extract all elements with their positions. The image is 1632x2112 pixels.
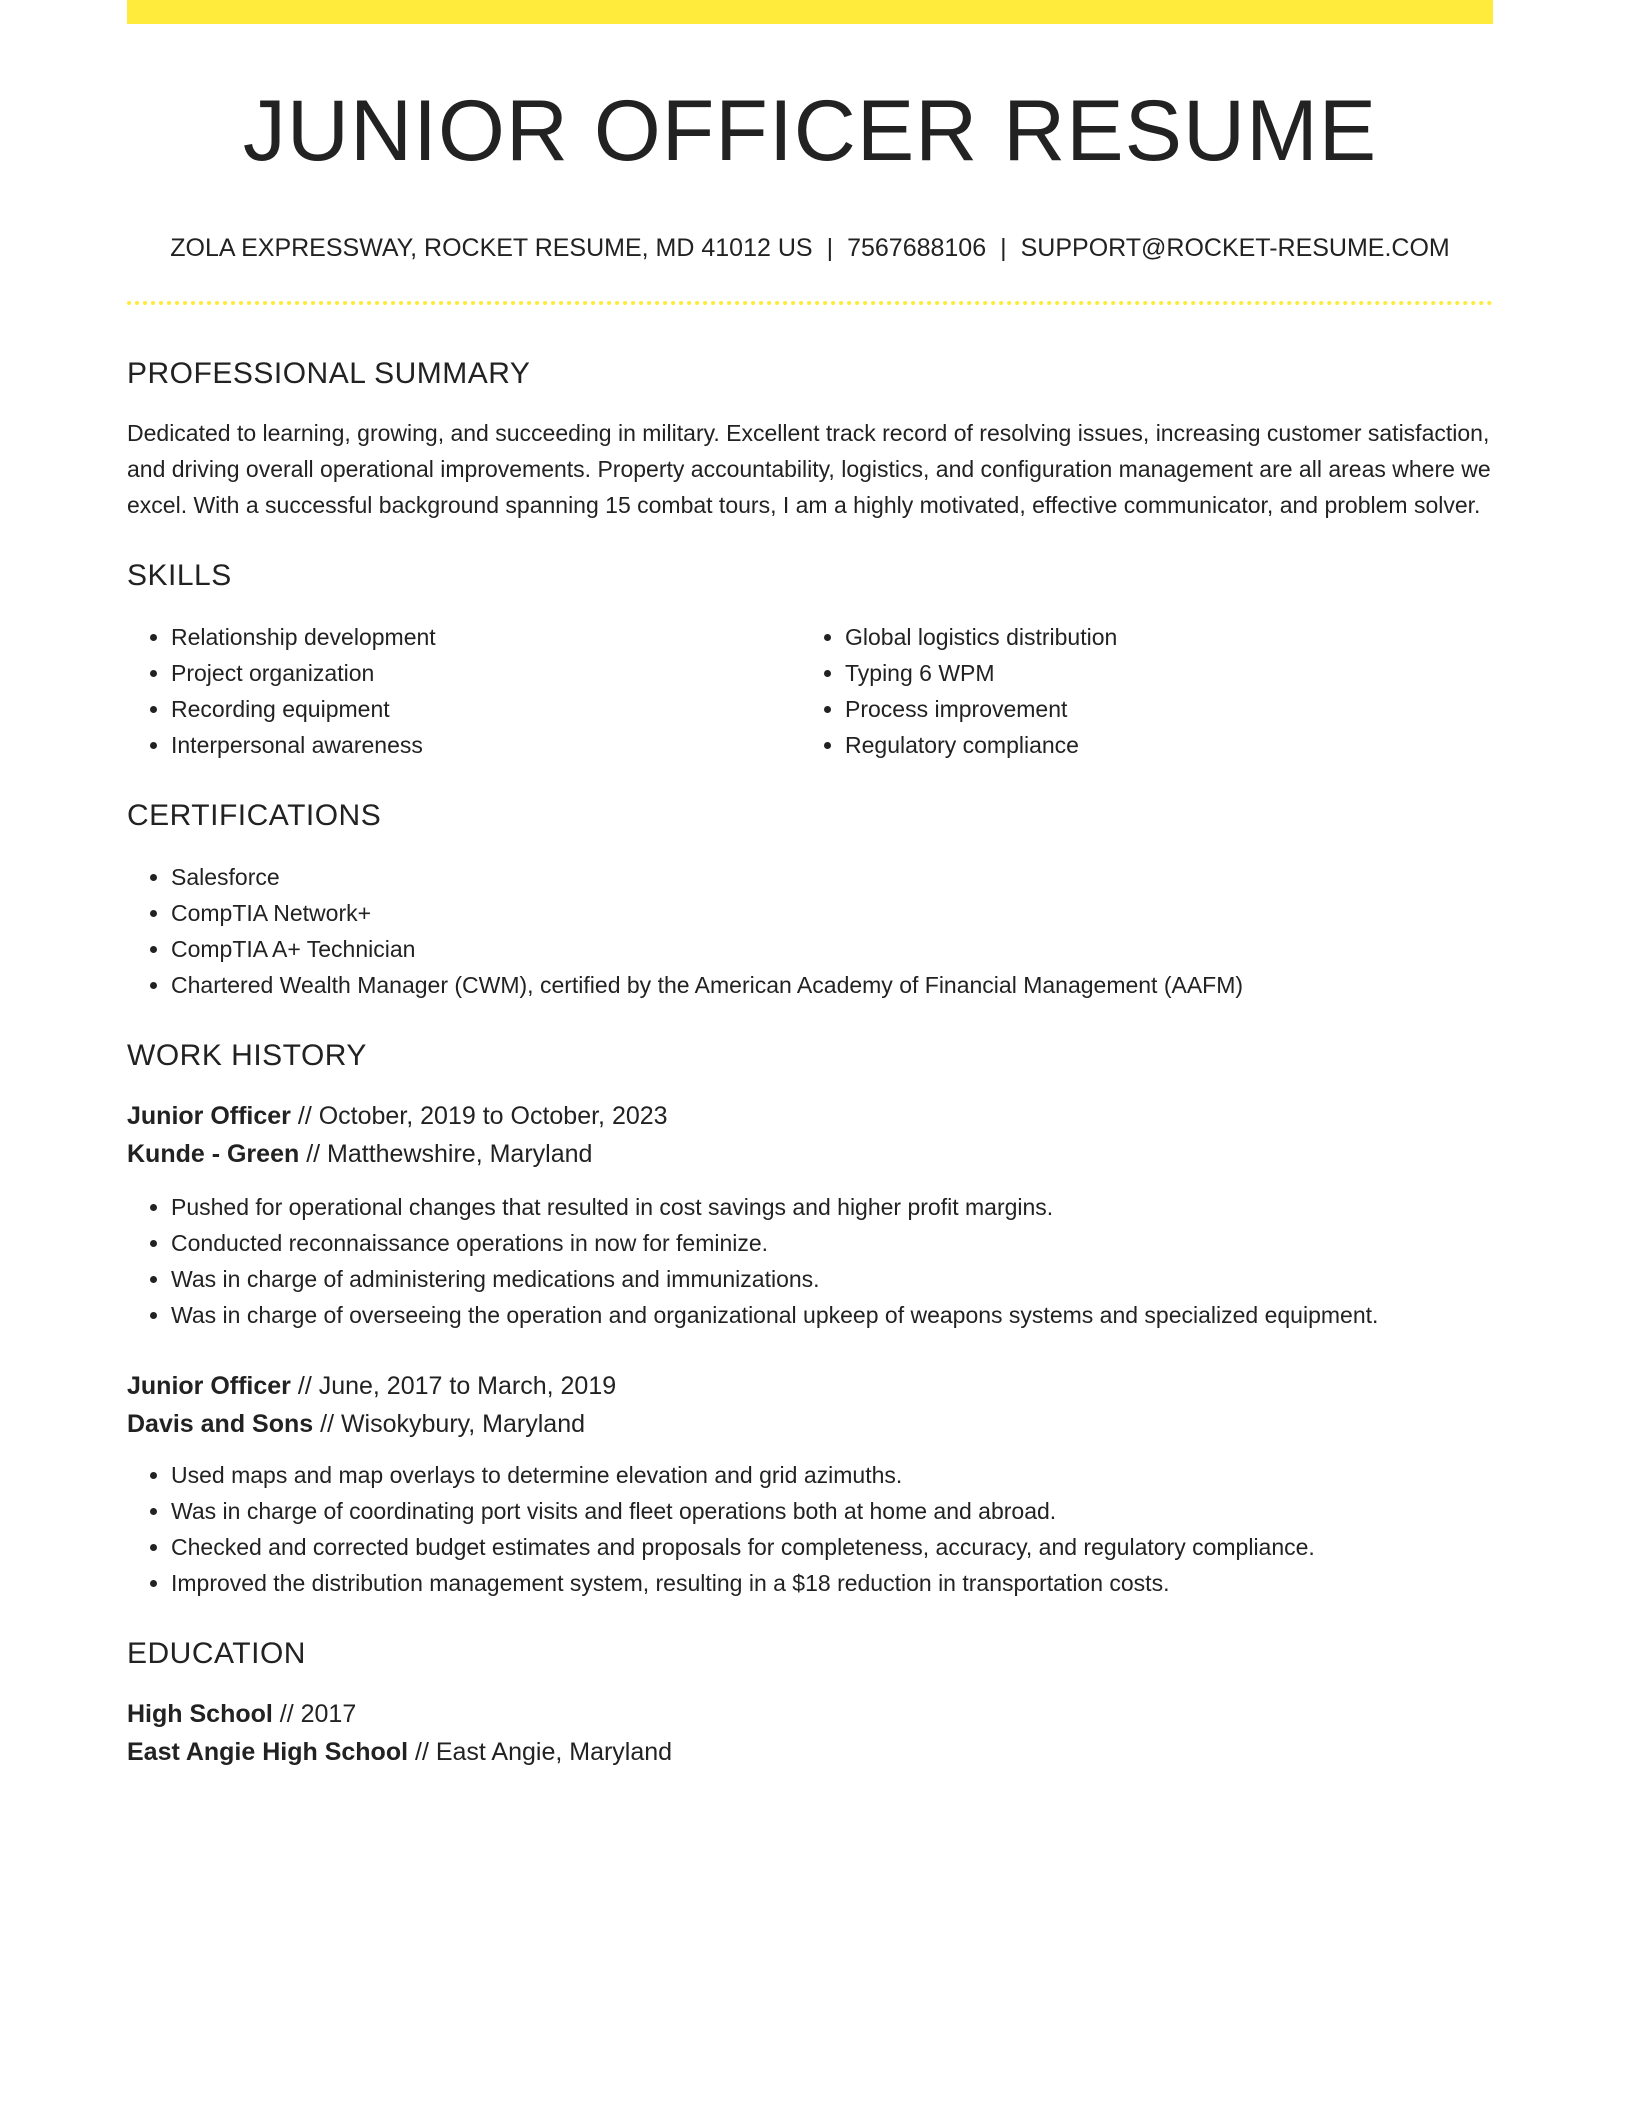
list-item: • Project organization <box>171 655 801 691</box>
list-item: • Relationship development <box>171 619 801 655</box>
top-accent-bar <box>127 0 1493 24</box>
list-item: • Recording equipment <box>171 691 801 727</box>
resume-page <box>127 0 1493 1771</box>
employer-location: // Wisokybury, Maryland <box>313 1410 585 1438</box>
contact-address: ZOLA EXPRESSWAY, ROCKET RESUME, MD 41012 US <box>170 234 813 262</box>
list-item: • Global logistics distribution <box>845 619 1475 655</box>
list-item: • Improved the distribution management system, resulting in a $18 reduction in transportation costs. <box>171 1565 1493 1601</box>
list-item: • Interpersonal awareness <box>171 727 801 763</box>
job-dates: // June, 2017 to March, 2019 <box>290 1372 617 1400</box>
resume-title: JUNIOR OFFICER RESUME <box>242 83 1378 179</box>
school-line <box>127 1733 1493 1771</box>
list-item: • Salesforce <box>171 859 1493 895</box>
work-history-heading: WORK HISTORY <box>127 1039 367 1072</box>
skills-column-right <box>801 619 1475 763</box>
list-item: • Was in charge of administering medications and immunizations. <box>171 1261 1493 1297</box>
skills-column-left <box>127 619 801 763</box>
school-location: // East Angie, Maryland <box>408 1738 673 1766</box>
job-entry <box>127 1097 1493 1333</box>
school-name: East Angie High School <box>127 1738 409 1766</box>
contact-separator: | <box>826 234 834 262</box>
list-item: • Checked and corrected budget estimates and proposals for completeness, accuracy, and regulatory compliance. <box>171 1529 1493 1565</box>
employer-line <box>127 1135 1493 1173</box>
list-item: • Used maps and map overlays to determine elevation and grid azimuths. <box>171 1457 1493 1493</box>
list-item: • Conducted reconnaissance operations in now for feminize. <box>171 1225 1493 1261</box>
job-bullets <box>127 1189 1493 1333</box>
list-item: • Chartered Wealth Manager (CWM), certified by the American Academy of Financial Management (AAFM) <box>171 967 1493 1003</box>
education-heading: EDUCATION <box>127 1637 306 1670</box>
skills-list <box>127 619 1493 763</box>
job-bullets <box>127 1457 1493 1601</box>
list-item: • Was in charge of coordinating port visits and fleet operations both at home and abroad. <box>171 1493 1493 1529</box>
degree-year: // 2017 <box>272 1700 357 1728</box>
list-item: • Regulatory compliance <box>845 727 1475 763</box>
list-item: • CompTIA A+ Technician <box>171 931 1493 967</box>
job-title: Junior Officer <box>127 1372 291 1400</box>
degree-name: High School <box>127 1700 273 1728</box>
employer-line <box>127 1405 1493 1443</box>
certifications-list <box>127 859 1493 1003</box>
education-entry <box>127 1695 1493 1771</box>
summary-text: Dedicated to learning, growing, and succeeding in military. Excellent track record of resolving issues, increasing customer satisfaction, and driving overall operational improvements. Property accountability, logistics, and configuration management are all areas where we excel. With a successful background spanning 15 combat tours, I am a highly motivated, effective communicator, and problem solver. <box>127 420 1491 518</box>
job-entry <box>127 1367 1493 1601</box>
contact-separator: | <box>1000 234 1007 262</box>
job-title-line <box>127 1367 1493 1405</box>
skills-heading: SKILLS <box>127 559 232 592</box>
list-item: • Was in charge of overseeing the operation and organizational upkeep of weapons systems and specialized equipment. <box>171 1297 1493 1333</box>
list-item: • CompTIA Network+ <box>171 895 1493 931</box>
employer-location: // Matthewshire, Maryland <box>299 1140 593 1168</box>
contact-phone: 7567688106 <box>847 234 987 262</box>
certifications-heading: CERTIFICATIONS <box>127 799 382 832</box>
list-item: • Typing 6 WPM <box>845 655 1475 691</box>
employer-name: Davis and Sons <box>127 1410 314 1438</box>
contact-email: SUPPORT@ROCKET-RESUME.COM <box>1020 234 1450 262</box>
list-item: • Process improvement <box>845 691 1475 727</box>
employer-name: Kunde - Green <box>127 1140 300 1168</box>
job-dates: // October, 2019 to October, 2023 <box>290 1102 668 1130</box>
summary-heading: PROFESSIONAL SUMMARY <box>127 357 531 390</box>
header-divider <box>127 301 1493 305</box>
job-title: Junior Officer <box>127 1102 291 1130</box>
list-item: • Pushed for operational changes that resulted in cost savings and higher profit margins. <box>171 1189 1493 1225</box>
job-title-line <box>127 1097 1493 1135</box>
contact-line <box>127 236 1493 261</box>
degree-line <box>127 1695 1493 1733</box>
